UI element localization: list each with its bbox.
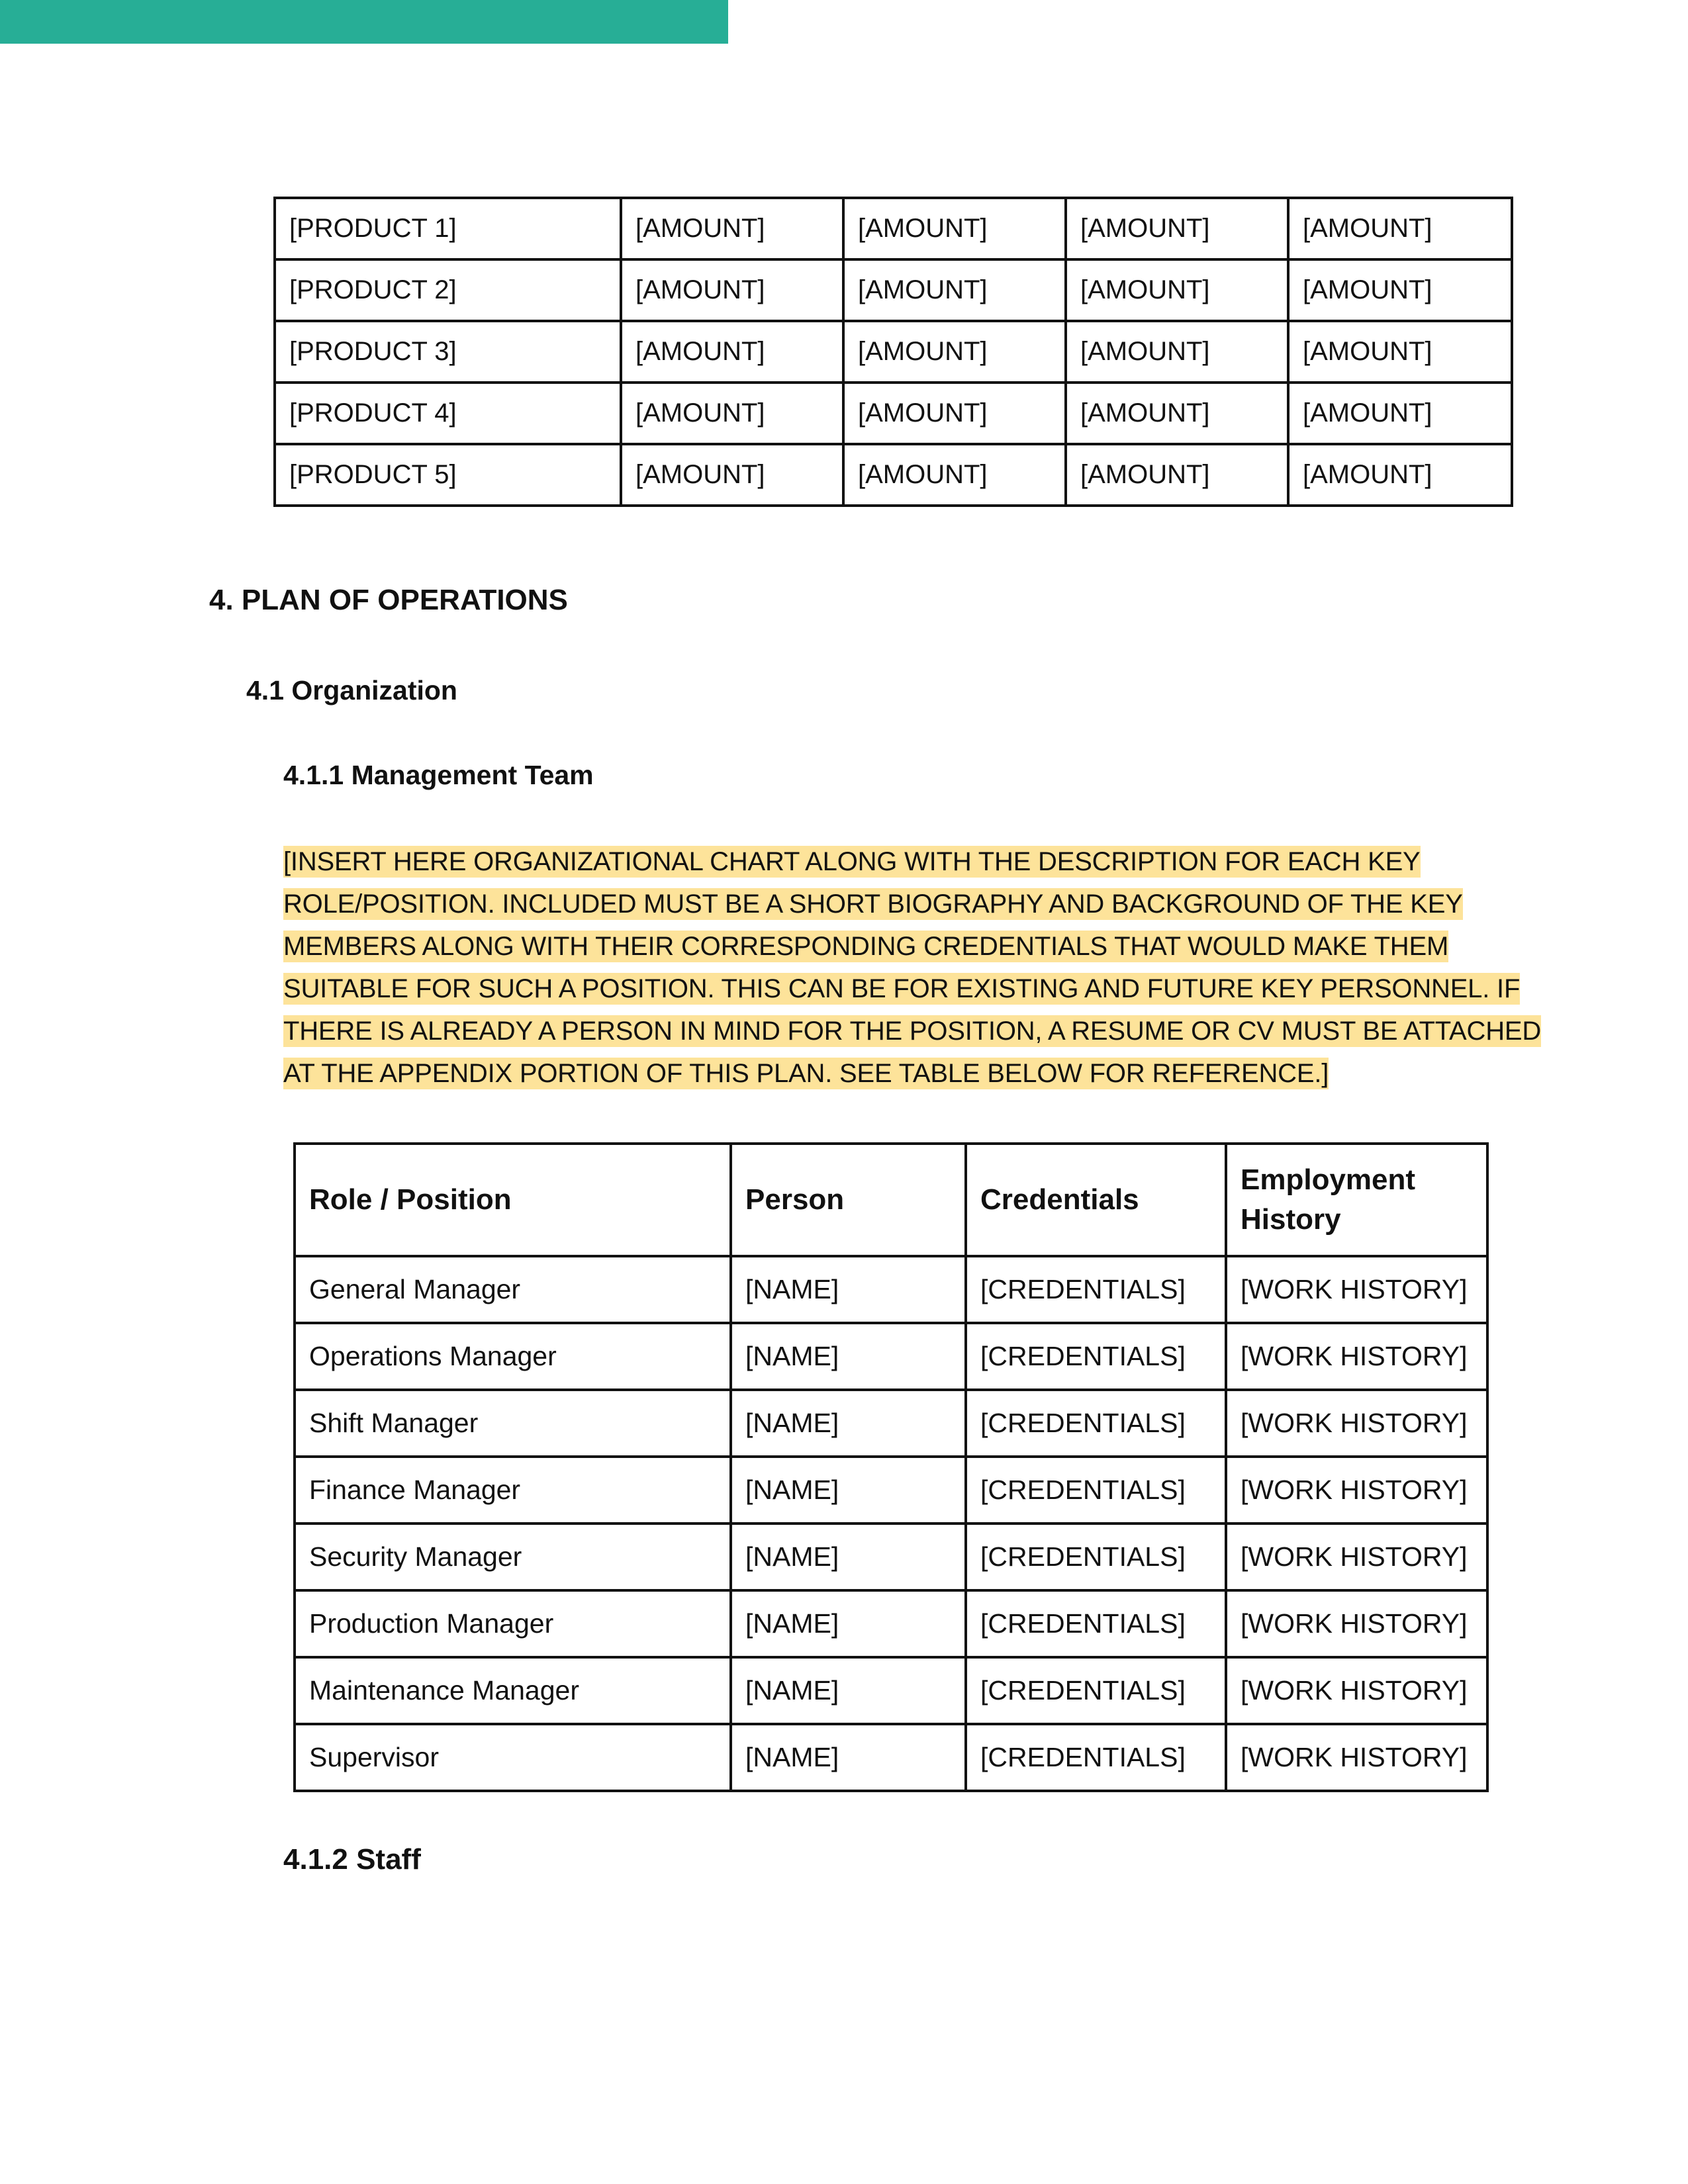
instruction-line: ROLE/POSITION. INCLUDED MUST BE A SHORT BIOGRAPHY AND BACKGROUND OF THE KEY [283,889,1463,919]
amount-cell: [AMOUNT] [1288,198,1512,259]
person-cell: [NAME] [731,1524,966,1590]
credentials-cell: [CREDENTIALS] [966,1457,1226,1524]
instruction-line: THERE IS ALREADY A PERSON IN MIND FOR THE POSITION, A RESUME OR CV MUST BE ATTACHED [283,1017,1542,1046]
role-cell: General Manager [295,1256,731,1323]
amount-cell: [AMOUNT] [1066,321,1288,383]
amount-cell: [AMOUNT] [1066,444,1288,506]
table-row [295,1590,1487,1657]
work-history-cell: [WORK HISTORY] [1226,1323,1487,1390]
person-cell: [NAME] [731,1390,966,1457]
column-header-role: Role / Position [295,1144,731,1256]
role-cell: Finance Manager [295,1457,731,1524]
product-name-cell: [PRODUCT 2] [275,259,621,321]
header-accent-bar [0,0,728,44]
work-history-cell: [WORK HISTORY] [1226,1657,1487,1724]
amount-cell: [AMOUNT] [621,259,843,321]
amount-cell: [AMOUNT] [1288,383,1512,444]
instruction-line: MEMBERS ALONG WITH THEIR CORRESPONDING CREDENTIALS THAT WOULD MAKE THEM [283,932,1449,961]
role-cell: Production Manager [295,1590,731,1657]
credentials-cell: [CREDENTIALS] [966,1390,1226,1457]
person-cell: [NAME] [731,1724,966,1791]
staff-heading: 4.1.2 Staff [283,1843,421,1876]
table-row [275,444,1512,506]
person-cell: [NAME] [731,1457,966,1524]
table-row [275,321,1512,383]
table-row [295,1657,1487,1724]
instruction-line: [INSERT HERE ORGANIZATIONAL CHART ALONG WITH THE DESCRIPTION FOR EACH KEY [283,847,1421,876]
credentials-cell: [CREDENTIALS] [966,1657,1226,1724]
amount-cell: [AMOUNT] [621,383,843,444]
amount-cell: [AMOUNT] [1288,444,1512,506]
table-row [275,383,1512,444]
product-table [273,197,1513,507]
table-row [295,1457,1487,1524]
credentials-cell: [CREDENTIALS] [966,1524,1226,1590]
table-row [295,1256,1487,1323]
person-cell: [NAME] [731,1323,966,1390]
credentials-cell: [CREDENTIALS] [966,1323,1226,1390]
amount-cell: [AMOUNT] [843,259,1066,321]
credentials-cell: [CREDENTIALS] [966,1256,1226,1323]
amount-cell: [AMOUNT] [843,198,1066,259]
instruction-paragraph [283,841,1542,1095]
person-cell: [NAME] [731,1256,966,1323]
product-name-cell: [PRODUCT 4] [275,383,621,444]
table-row [275,198,1512,259]
table-header-row [295,1144,1487,1256]
product-name-cell: [PRODUCT 1] [275,198,621,259]
column-header-person: Person [731,1144,966,1256]
person-cell: [NAME] [731,1590,966,1657]
amount-cell: [AMOUNT] [621,321,843,383]
section-title: 4. PLAN OF OPERATIONS [209,584,568,616]
column-header-employment-history: Employment History [1226,1144,1487,1256]
table-row [295,1724,1487,1791]
person-cell: [NAME] [731,1657,966,1724]
credentials-cell: [CREDENTIALS] [966,1724,1226,1791]
role-cell: Shift Manager [295,1390,731,1457]
amount-cell: [AMOUNT] [621,444,843,506]
amount-cell: [AMOUNT] [1066,383,1288,444]
table-row [275,259,1512,321]
management-team-heading: 4.1.1 Management Team [283,760,594,790]
amount-cell: [AMOUNT] [621,198,843,259]
subsection-title: 4.1 Organization [246,675,457,705]
role-cell: Supervisor [295,1724,731,1791]
role-cell: Maintenance Manager [295,1657,731,1724]
role-cell: Operations Manager [295,1323,731,1390]
product-name-cell: [PRODUCT 5] [275,444,621,506]
amount-cell: [AMOUNT] [843,444,1066,506]
role-cell: Security Manager [295,1524,731,1590]
amount-cell: [AMOUNT] [1066,259,1288,321]
management-team-table [293,1142,1489,1792]
table-row [295,1323,1487,1390]
table-row [295,1524,1487,1590]
amount-cell: [AMOUNT] [1288,259,1512,321]
credentials-cell: [CREDENTIALS] [966,1590,1226,1657]
product-name-cell: [PRODUCT 3] [275,321,621,383]
amount-cell: [AMOUNT] [1288,321,1512,383]
amount-cell: [AMOUNT] [843,321,1066,383]
column-header-credentials: Credentials [966,1144,1226,1256]
work-history-cell: [WORK HISTORY] [1226,1724,1487,1791]
amount-cell: [AMOUNT] [843,383,1066,444]
work-history-cell: [WORK HISTORY] [1226,1390,1487,1457]
work-history-cell: [WORK HISTORY] [1226,1457,1487,1524]
work-history-cell: [WORK HISTORY] [1226,1524,1487,1590]
amount-cell: [AMOUNT] [1066,198,1288,259]
work-history-cell: [WORK HISTORY] [1226,1256,1487,1323]
table-row [295,1390,1487,1457]
instruction-line: AT THE APPENDIX PORTION OF THIS PLAN. SEE TABLE BELOW FOR REFERENCE.] [283,1059,1329,1088]
instruction-line: SUITABLE FOR SUCH A POSITION. THIS CAN BE FOR EXISTING AND FUTURE KEY PERSONNEL. IF [283,974,1521,1003]
work-history-cell: [WORK HISTORY] [1226,1590,1487,1657]
